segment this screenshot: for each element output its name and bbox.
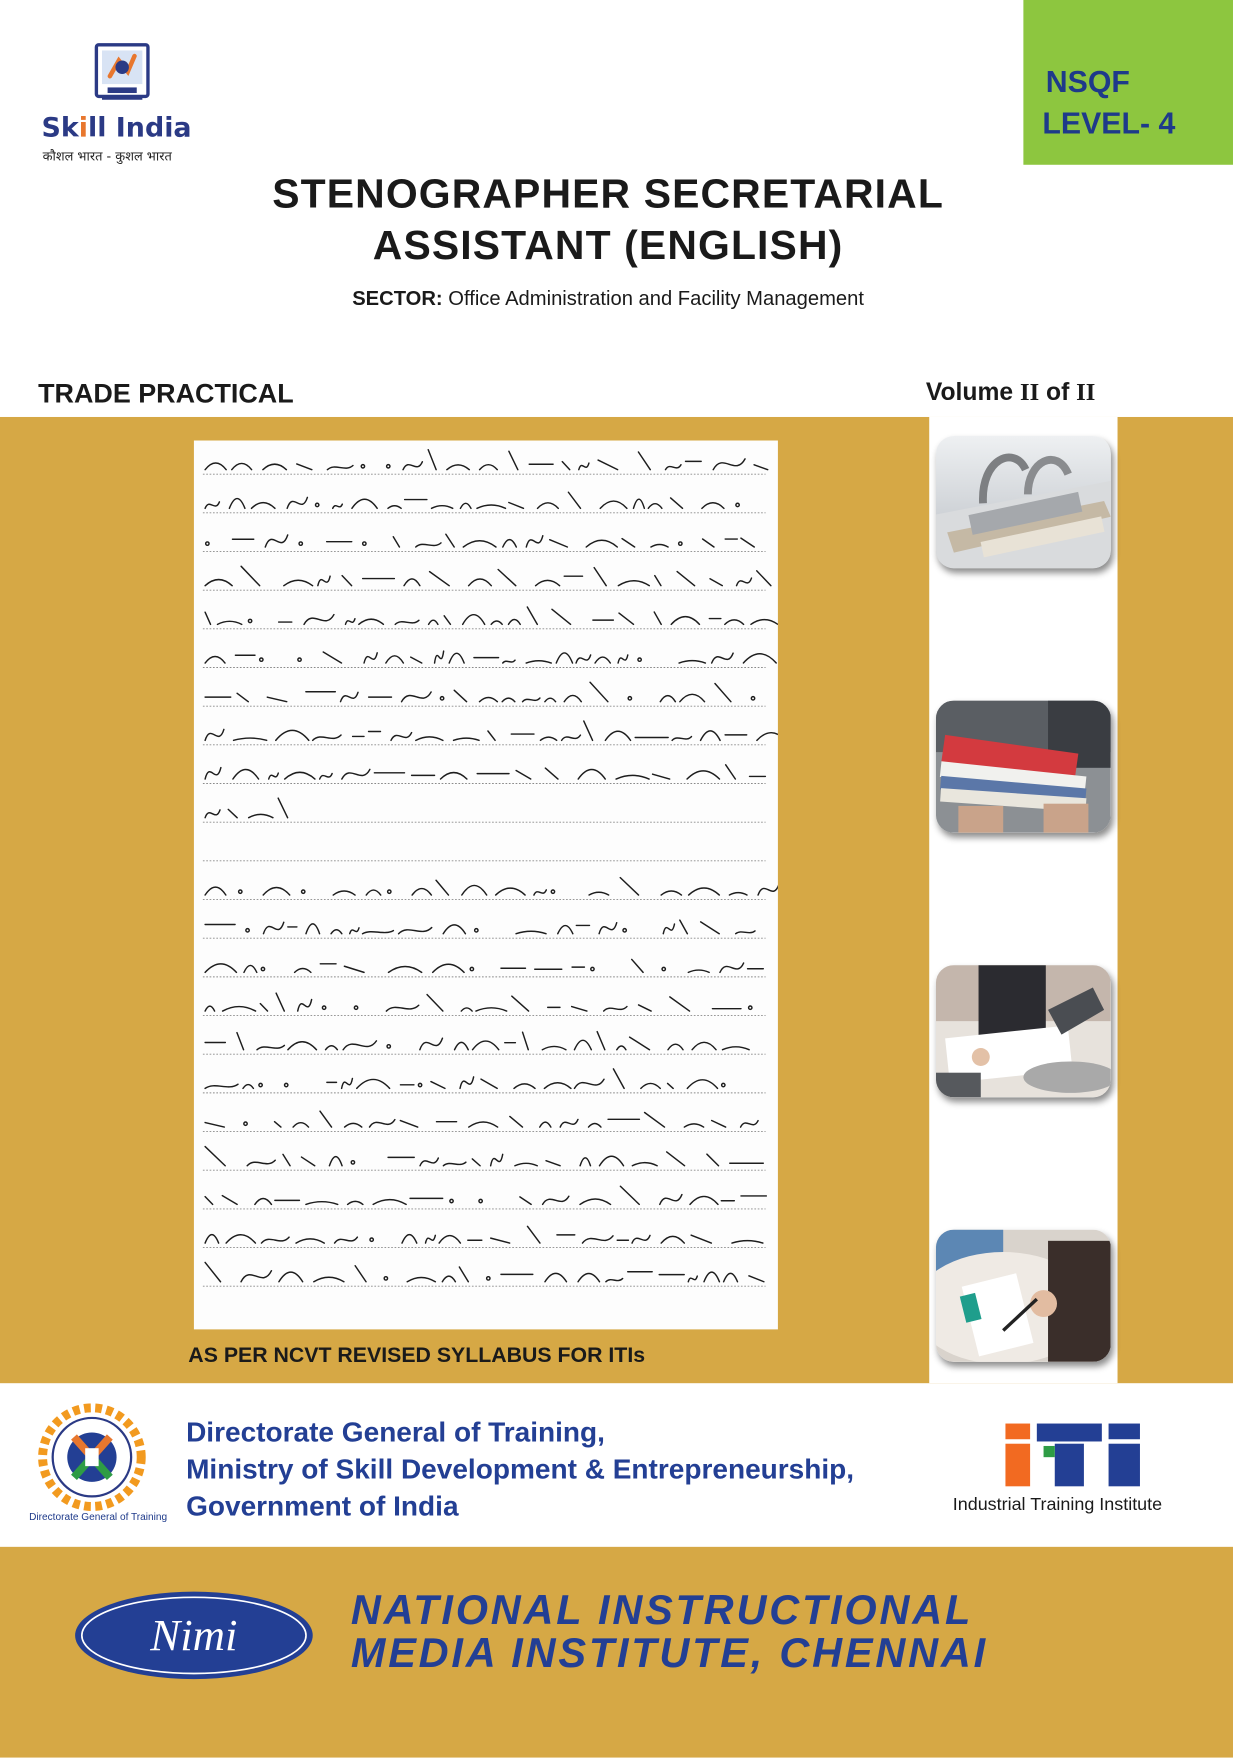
writing-notes-photo	[936, 1230, 1111, 1362]
shorthand-stroke-line	[205, 1262, 764, 1281]
shorthand-stroke-line	[205, 1186, 766, 1204]
nsqf-level-badge	[1023, 0, 1233, 165]
title-line-1: STENOGRAPHER SECRETARIAL	[272, 170, 944, 217]
sector-line	[0, 287, 1216, 311]
shorthand-stroke-line	[205, 920, 755, 934]
shorthand-stroke-line	[206, 534, 755, 547]
nimi-logo	[74, 1589, 314, 1681]
shorthand-stroke-line	[205, 798, 287, 818]
ring-binder-photo	[936, 436, 1111, 568]
shorthand-stroke-line	[205, 450, 768, 470]
skill-india-tagline: कौशल भारत - कुशल भारत	[42, 147, 172, 164]
publisher-line-3: Government of India	[186, 1490, 459, 1523]
file-stack-photo	[936, 701, 1111, 833]
nimi-name-line-1: NATIONAL INSTRUCTIONAL	[350, 1587, 974, 1634]
shorthand-stroke-line	[205, 682, 755, 701]
iti-logo	[1003, 1421, 1144, 1488]
shorthand-stroke-line	[205, 566, 771, 585]
iti-caption: Industrial Training Institute	[952, 1495, 1163, 1515]
volume-label: Volume II of II	[925, 377, 1096, 406]
publisher-line-1: Directorate General of Training,	[186, 1416, 605, 1449]
nimi-name-line-2: MEDIA INSTITUTE, CHENNAI	[350, 1629, 988, 1676]
telephone-desk-photo	[936, 965, 1111, 1097]
shorthand-stroke-line	[205, 1226, 763, 1243]
shorthand-stroke-line	[205, 878, 778, 895]
shorthand-stroke-line	[205, 765, 765, 779]
shorthand-stroke-line	[205, 651, 776, 663]
shorthand-stroke-line	[205, 1069, 725, 1089]
nimi-institute-name	[351, 1589, 988, 1674]
shorthand-stroke-line	[205, 993, 752, 1011]
trade-practical-label: TRADE PRACTICAL	[38, 378, 294, 410]
nimi-logo-text: Nimi	[150, 1609, 238, 1660]
dgt-logo	[29, 1403, 168, 1526]
shorthand-stroke-line	[205, 492, 739, 508]
title-line-2: ASSISTANT (ENGLISH)	[372, 221, 844, 268]
sector-label: SECTOR:	[352, 286, 443, 310]
shorthand-stroke-line	[205, 607, 778, 624]
shorthand-stroke-line	[205, 1032, 749, 1050]
nsqf-level-label: LEVEL- 4	[1042, 106, 1176, 141]
publisher-line-2: Ministry of Skill Development & Entrepreneurship,	[186, 1453, 855, 1486]
shorthand-stroke-line	[205, 959, 763, 972]
nsqf-label: NSQF	[1045, 65, 1130, 99]
shorthand-stroke-line	[205, 1147, 763, 1166]
sector-value: Office Administration and Facility Management	[448, 286, 864, 310]
dgt-caption: Directorate General of Training	[29, 1510, 168, 1523]
publisher-block	[186, 1415, 854, 1526]
ncvt-syllabus-note: AS PER NCVT REVISED SYLLABUS FOR ITIs	[188, 1343, 646, 1368]
shorthand-page-image	[194, 441, 778, 1330]
shorthand-stroke-line	[205, 1111, 758, 1127]
shorthand-stroke-line	[205, 721, 778, 740]
skill-india-wordmark: Skill India	[41, 112, 192, 144]
